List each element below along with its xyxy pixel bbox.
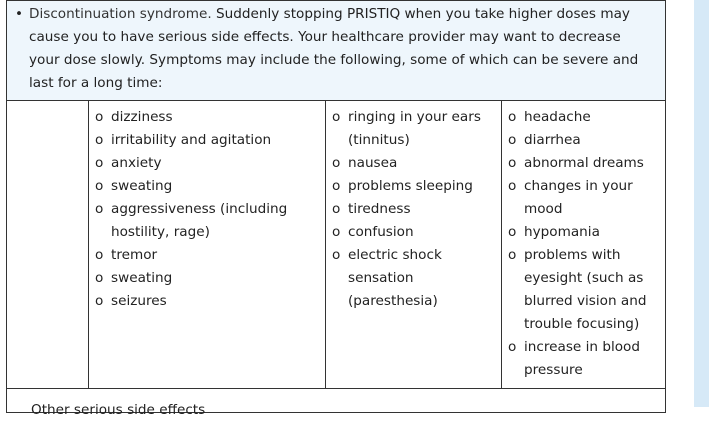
symptom-text: nausea [348,155,398,171]
symptom-item [95,267,319,290]
symptom-item [332,106,495,152]
symptom-item [508,152,659,175]
empty-cell [7,101,89,389]
next-row-cell [7,389,666,418]
symptom-item [508,336,659,382]
intro-cell [7,1,666,101]
symptom-item [332,198,495,221]
intro-row [7,1,666,101]
symptom-text: hypomania [524,224,600,240]
symptom-item [332,175,495,198]
symptom-item [95,152,319,175]
symptom-text: diarrhea [524,132,581,148]
symptoms-table [6,0,666,418]
symptom-text: sweating [111,270,173,286]
symptom-list-2 [332,106,495,313]
symptom-list-1 [95,106,319,313]
list-marker: o [508,132,517,148]
symptom-item [95,129,319,152]
next-row-text: Other serious side effects [31,402,206,418]
symptom-text: anxiety [111,155,162,171]
symptom-list-3 [508,106,659,382]
list-marker: o [95,270,104,286]
list-marker: o [508,339,517,355]
symptom-item [95,175,319,198]
list-marker: o [95,132,104,148]
list-marker: o [95,109,104,125]
symptom-text: irritability and agitation [111,132,272,148]
symptom-item [95,244,319,267]
symptom-text: changes in your mood [524,178,633,217]
symptom-text: dizziness [111,109,173,125]
symptom-item [332,152,495,175]
list-marker: o [95,155,104,171]
symptom-text: confusion [348,224,414,240]
symptom-text: abnormal dreams [524,155,644,171]
symptom-text: aggressiveness (including hostility, rage) [111,201,288,240]
symptom-column-2 [326,101,502,389]
symptom-column-3 [502,101,666,389]
symptom-item [332,221,495,244]
symptom-item [95,198,319,244]
scrollbar-track[interactable] [694,0,709,407]
list-marker: o [95,178,104,194]
list-marker: o [332,178,341,194]
symptom-text: tremor [111,247,158,263]
symptom-text: problems with eyesight (such as blurred vision and trouble focusing) [524,247,647,332]
list-marker: o [95,247,104,263]
symptom-column-1 [89,101,326,389]
list-marker: o [508,178,517,194]
symptom-text: electric shock sensation (paresthesia) [348,247,442,309]
intro-heading: Discontinuation syndrome. [29,6,212,22]
list-marker: o [508,224,517,240]
symptom-item [508,175,659,221]
symptom-text: increase in blood pressure [524,339,640,378]
list-marker: o [332,201,341,217]
intro-text: Suddenly stopping PRISTIQ when you take higher doses may cause you to have serious side effects. Your healthcare provider may want to decrease your dose slowly. Symptoms may include the following, some of which can be severe and last for a long time: [29,6,639,91]
symptom-text: sweating [111,178,173,194]
list-marker: o [95,293,104,309]
list-marker: o [332,155,341,171]
bullet-marker: • [15,6,24,22]
list-marker: o [508,155,517,171]
symptom-item [508,244,659,336]
list-marker: o [332,247,341,263]
symptom-text: headache [524,109,591,125]
list-marker: o [332,109,341,125]
symptom-item [508,129,659,152]
symptom-item [95,106,319,129]
symptom-text: tiredness [348,201,411,217]
list-marker: o [332,224,341,240]
symptoms-row [7,101,666,389]
symptom-text: problems sleeping [348,178,473,194]
symptom-item [508,106,659,129]
list-marker: o [508,109,517,125]
next-row [7,389,666,413]
list-marker: o [95,201,104,217]
intro-paragraph [15,3,653,95]
symptom-item [95,290,319,313]
symptom-text: seizures [111,293,167,309]
list-marker: o [508,247,517,263]
symptom-text: ringing in your ears (tinnitus) [348,109,481,148]
symptom-item [508,221,659,244]
symptom-item [332,244,495,313]
